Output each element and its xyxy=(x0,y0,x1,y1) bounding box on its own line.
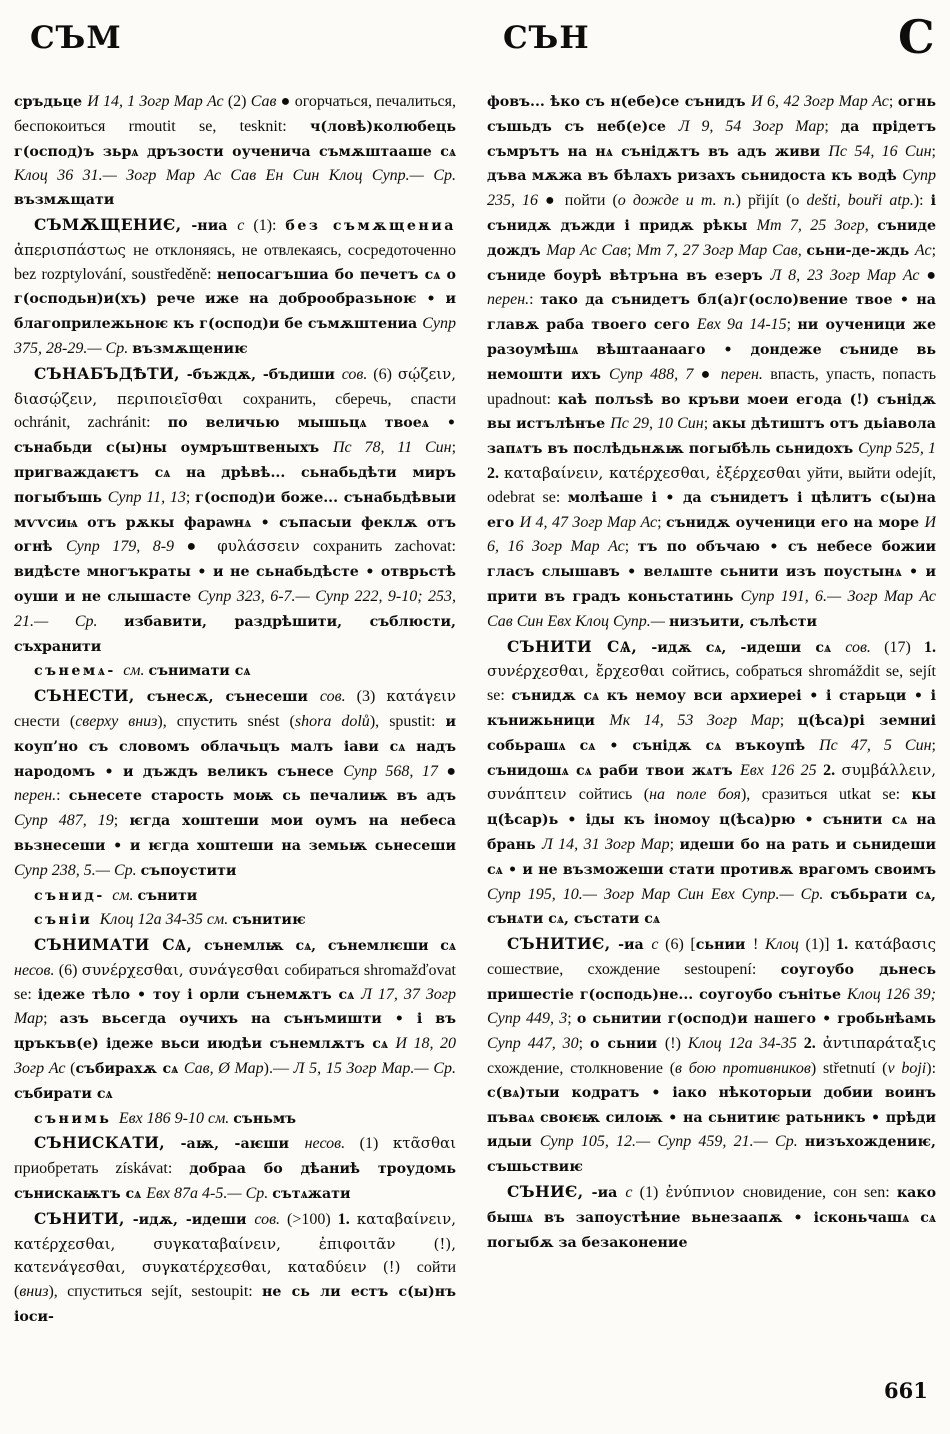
source-reference: на поле боя xyxy=(649,786,741,804)
sense-number: 2. xyxy=(487,464,505,482)
translation-text: (6) [ xyxy=(665,936,696,954)
dictionary-entry xyxy=(487,932,936,1180)
translation-text: ● xyxy=(446,762,456,780)
spaced-ocs-form: съніи xyxy=(34,912,100,929)
headword: СЪНИЄ, xyxy=(507,1182,584,1202)
source-reference: Супр 323, 6-7.— Супр 222, 9-10; 253, 21.— Ср. xyxy=(14,587,456,630)
source-reference: Пс 54, 16 Син xyxy=(828,142,932,160)
cross-reference xyxy=(14,908,456,933)
ocs-citation-text: азъ вьсегда оучихъ на сънъмишти • і въ цръкъв(е) ідеже вьси июдѣи сънемлѫтъ сѧ xyxy=(14,1011,456,1053)
cross-reference xyxy=(14,884,456,909)
ocs-citation-text: събьрати сѧ, сънѧти сѧ, състати сѧ xyxy=(487,886,936,928)
translation-text: ): xyxy=(913,192,931,210)
ocs-citation-text: съниде дождъ xyxy=(487,217,936,259)
ocs-citation-text: дъва мѫжа въ бѣлахъ ризахъ сьнидоста къ водѣ xyxy=(487,168,903,185)
source-reference: dešti, bouři atp. xyxy=(806,192,914,210)
ocs-citation-text: -ниа xyxy=(181,217,238,234)
source-reference: Мт 7, 25 Зогр xyxy=(756,216,865,234)
translation-text: ! xyxy=(753,936,766,954)
source-reference: несов. xyxy=(14,961,59,979)
dictionary-entry xyxy=(14,933,456,1107)
source-reference: Клоц xyxy=(765,936,806,954)
ocs-citation-text: како бышѧ въ запоустѣние вьнезаапѫ • ісконьчашѧ сѧ погыбѫ за безаконение xyxy=(487,1185,936,1251)
translation-text: ; xyxy=(703,415,713,433)
translation-text: (17) xyxy=(884,638,924,656)
sense-number: 2. xyxy=(803,1035,823,1053)
spaced-ocs-form: сънимь xyxy=(34,1110,119,1127)
ocs-citation-text: сънидѫ оученици его на море xyxy=(666,514,925,531)
source-reference: Супр 179, 8-9 xyxy=(65,538,187,556)
greek-equivalent: κτᾶσθαι xyxy=(392,1134,456,1153)
source-reference: Клоц 36 31.— Зогр Мар Ас Сав Ен Син Клоц Супр.— Ср. xyxy=(14,167,456,185)
source-reference: Супр 235, 16 xyxy=(487,167,936,210)
source-reference: Евх 186 9-10 см. xyxy=(118,1109,234,1127)
cross-reference xyxy=(14,1107,456,1132)
dictionary-entry xyxy=(14,1131,456,1206)
source-reference: Л 8, 23 Зогр Мар Ас xyxy=(770,266,927,284)
source-reference: Л 17, 37 Зогр Мар xyxy=(14,985,456,1028)
headword: СЪНИМАТИ СѦ, xyxy=(34,935,193,955)
ocs-citation-text: сьни-де-ждь xyxy=(806,242,915,259)
greek-equivalent: συμβάλλειν, συνάπτειν xyxy=(487,760,936,804)
ocs-citation-text: -бъждѫ, -бъдиши xyxy=(179,366,342,383)
translation-text: снести ( xyxy=(14,712,76,730)
greek-equivalent: συνέρχεσθαι, συνάγεσθαι xyxy=(81,960,285,979)
greek-equivalent: συνέρχεσθαι, ἔρχεσθαι xyxy=(487,662,672,681)
ocs-citation-text: сънити xyxy=(137,887,198,904)
dictionary-entry xyxy=(14,1207,456,1330)
ocs-citation-text: -иа xyxy=(610,937,652,954)
sense-number: 2. xyxy=(823,761,842,779)
translation-text: : xyxy=(529,291,541,309)
translation-text: ● xyxy=(926,266,936,284)
ocs-citation-text: добраа бо дѣаниѣ троудомь сънискаѭтъ сѧ xyxy=(14,1161,456,1203)
ocs-citation-text: съниде боурѣ вѣтръна въ езеръ xyxy=(487,267,771,284)
greek-equivalent: φυλάσσειν xyxy=(217,537,313,556)
translation-text: ; xyxy=(931,736,936,754)
ocs-citation-text: съньмъ xyxy=(233,1110,297,1127)
translation-text: сохранить zachovat: xyxy=(312,538,456,556)
ocs-citation-text: ідеже тѣло • тоу і орли сънемѫтъ сѧ xyxy=(37,986,362,1003)
dictionary-entry xyxy=(487,635,936,933)
running-head-center: СЪН xyxy=(503,20,590,56)
ocs-citation-text: сънесѫ, сънесеши xyxy=(134,689,320,706)
translation-text: ; xyxy=(824,117,841,135)
ocs-citation-text: сънитиѥ xyxy=(232,912,306,929)
translation-text: приобретать získávat: xyxy=(14,1160,190,1178)
headword: СЪНАБЪДѢТИ, xyxy=(34,363,180,383)
translation-text: ; xyxy=(888,93,898,110)
translation-text: сошествие, схождение sestoupení: xyxy=(487,960,781,978)
ocs-citation-text: -идѫ сѧ, -идеши сѧ xyxy=(637,639,846,656)
source-reference: И 14, 1 Зогр Мар Ас xyxy=(87,93,228,110)
ocs-citation-text: сьнесете старость моѭ сь печалиѭ въ адъ xyxy=(68,788,456,805)
source-reference: с xyxy=(651,936,666,954)
translation-text: ).— xyxy=(263,1060,294,1078)
source-reference: Евх 87а 4-5.— Ср. xyxy=(146,1185,273,1203)
source-reference: сов. xyxy=(341,365,374,383)
source-reference: см. xyxy=(123,662,149,680)
ocs-citation-text: сънидѫ сѧ къ немоу вси архиереі • і старьци • і кънижьници xyxy=(487,688,936,729)
greek-equivalent: καταβαίνειν, κατέρχεσθαι, ἐξέρχεσθαι xyxy=(504,463,807,482)
source-reference: сов. xyxy=(319,688,357,706)
ocs-citation-text: сьнии xyxy=(695,937,754,954)
source-reference: сов. xyxy=(845,638,885,656)
ocs-citation-text: тъ по объчаю • съ небесе божии гласъ слышавъ • велѧште сьнити изъ поустынѧ • и прити въ градъ коньстатинь xyxy=(487,539,936,605)
greek-equivalent: ἀντιπαράταξις xyxy=(822,1034,936,1053)
translation-text: (1) xyxy=(359,1135,393,1153)
source-reference: v boji xyxy=(887,1060,927,1078)
source-reference: Клоц 12а 34-35 xyxy=(687,1035,804,1053)
translation-text: сойтись, собраться shromáždit se, sejít se: xyxy=(487,663,936,705)
page-number: 661 xyxy=(884,1378,928,1403)
translation-text: (!) xyxy=(664,1035,688,1053)
ocs-citation-text: по величью мышьцѧ твоеѧ • сънабьди с(ы)ны оумръштвеныхъ xyxy=(14,415,456,457)
source-reference: Супр 11, 13 xyxy=(107,488,186,506)
ocs-citation-text: -аѭ, -аѥши xyxy=(165,1136,305,1153)
ocs-citation-text: видѣсте многъкраты • и не сьнабьдѣсте • отврьстѣ оуши и не слышасте xyxy=(14,564,456,605)
translation-text: ● огорчаться, печалиться, беспокоиться rmoutit se, tesknit: xyxy=(14,93,456,135)
dictionary-entry xyxy=(14,213,456,362)
translation-text: ; xyxy=(931,241,936,259)
ocs-citation-text: -иа xyxy=(583,1185,626,1202)
ocs-citation-text: -идѫ, -идеши xyxy=(124,1211,255,1228)
source-reference: И 6, 16 Зогр Мар Ас xyxy=(487,513,936,556)
ocs-citation-text: тако да сънидетъ бл(а)г(осло)вение твое • на главѫ раба твоего сего xyxy=(487,292,936,334)
ocs-citation-text: непосагъшиа бо печетъ сѧ о г(осподьн)и(хъ) рече иже на доброобразьноѥ • и благоприлежьноѥ къ г(оспод)и бе съмѫштениа xyxy=(14,266,456,333)
translation-text: ; xyxy=(624,538,638,556)
entry-continuation xyxy=(14,90,456,213)
ocs-citation-text: възмѫщениѥ xyxy=(132,340,248,357)
translation-text: , xyxy=(797,241,807,259)
headword: СЪМѪЩЕНИЄ, xyxy=(34,214,182,234)
headword: СЪНИТИ СѦ, xyxy=(507,636,638,656)
source-reference: несов. xyxy=(304,1135,360,1153)
ocs-citation-text: каѣ полъѕѣ во кръви моеи егода (!) сънідѫ вы истълѣнъе xyxy=(487,391,936,433)
translation-text: ), spustit: xyxy=(369,712,446,730)
source-reference: Л 14, 31 Зогр Мар xyxy=(541,835,670,853)
translation-text: (2) xyxy=(227,93,251,110)
ocs-citation-text: і сънидѫ дъжди і придѫ рѣкы xyxy=(487,193,936,234)
ocs-citation-text: ѥгда хоштеши мои оумъ на небеса вьзнесеши • и ѥгда хоштеши на земьѭ сьнесеши xyxy=(14,813,456,854)
source-reference: Мар Ас Сав xyxy=(546,241,628,259)
translation-text: ● пойти ( xyxy=(545,192,618,210)
translation-text: ) přijít (o xyxy=(735,192,807,210)
headword: СЪНИТИ, xyxy=(34,1208,125,1228)
source-reference: см. xyxy=(112,886,138,904)
ocs-citation-text: о сьнитии г(оспод)и нашего • гробьнѣамь xyxy=(576,1011,936,1028)
ocs-citation-text: о сьнии xyxy=(590,1036,665,1053)
translation-text: : xyxy=(56,787,69,805)
ocs-citation-text: сънимати сѧ xyxy=(148,663,251,680)
source-reference: о дожде и т. п. xyxy=(617,192,736,210)
translation-text: уйти, выйти odejít, odebrat se: xyxy=(487,464,936,506)
source-reference: Супр 238, 5.— Ср. xyxy=(14,861,141,879)
ocs-citation-text: събирахѫ сѧ xyxy=(75,1061,184,1078)
translation-text: сойтись ( xyxy=(578,786,650,804)
source-reference: Супр 195, 10.— Зогр Мар Син Евх Супр.— Ср. xyxy=(487,885,831,903)
ocs-citation-text: соугоубо дьнесь пришестіе г(осподь)не... соугоубо сънітье xyxy=(487,961,936,1003)
translation-text: (1): xyxy=(253,216,286,234)
greek-equivalent: σῴζειν, διασῴζειν, περιποιεῖσθαι xyxy=(14,364,456,408)
translation-text: (6) xyxy=(58,961,82,979)
spaced-ocs-form: без съмѫщениа xyxy=(285,217,456,234)
source-reference: Пс 47, 5 Син xyxy=(819,736,932,754)
ocs-citation-text: да прідетъ съмрътъ на нѧ сънідѫтъ въ адъ живи xyxy=(487,118,936,160)
ocs-citation-text: ч(ловѣ)колюбець г(оспод)ъ зьрѧ дръзости оученича съмѫштааше сѧ xyxy=(14,118,456,160)
translation-text: ; xyxy=(43,1010,60,1028)
translation-text: ; xyxy=(657,513,667,531)
source-reference: сверху вниз xyxy=(75,712,158,730)
source-reference: с xyxy=(625,1184,640,1202)
translation-text: сойти ( xyxy=(14,1259,456,1301)
ocs-citation-text: не сь ли естъ с(ы)нъ іоси- xyxy=(14,1284,456,1326)
translation-text: (3) xyxy=(356,688,387,706)
sense-number: 1. xyxy=(337,1210,357,1228)
source-reference: в бою противников xyxy=(675,1060,811,1078)
dictionary-entry xyxy=(487,1180,936,1255)
dictionary-entry xyxy=(14,684,456,883)
source-reference: Евх 126 25 xyxy=(740,761,824,779)
source-reference: Супр 191, 6.— Зогр Мар Ас Сав Син Евх Клоц Супр.— xyxy=(487,587,936,630)
translation-text: ; xyxy=(669,835,680,853)
translation-text: (>100) xyxy=(287,1210,338,1228)
source-reference: Клоц 12а 34-35 см. xyxy=(99,911,233,929)
translation-text: ), спуститься sejít, sestoupit: xyxy=(48,1283,262,1301)
dictionary-entry xyxy=(14,362,456,660)
translation-text: сохранить, сберечь, спасти ochránit, zachránit: xyxy=(14,390,456,432)
source-reference: И 4, 47 Зогр Мар Ас xyxy=(519,513,658,531)
ocs-citation-text: низъхождениѥ, съшьствиѥ xyxy=(487,1134,936,1176)
ocs-citation-text: ц(ѣса)рі земниі собьрашѧ сѧ • сънідѫ сѧ въкоупѣ xyxy=(487,712,936,754)
translation-text: (1)] xyxy=(805,936,837,954)
sense-number: 1. xyxy=(924,638,936,656)
translation-text: ) střetnutí ( xyxy=(810,1060,888,1078)
translation-text: собираться shromažďovat se: xyxy=(14,961,456,1003)
translation-text: ; xyxy=(779,711,798,729)
translation-text: ), сразиться utkat se: xyxy=(740,786,912,804)
source-reference: И 6, 42 Зогр Мар Ас xyxy=(750,93,889,110)
ocs-citation-text: фовъ... ѣко съ н(ебе)се сънидъ xyxy=(487,94,751,110)
source-reference: вниз xyxy=(19,1283,49,1301)
source-reference: Л 5, 15 Зогр Мар.— Ср. xyxy=(293,1060,456,1078)
spaced-ocs-form: сънид- xyxy=(34,887,113,904)
source-reference: Супр 568, 17 xyxy=(343,762,447,780)
source-reference: Супр 375, 28-29.— Ср. xyxy=(14,315,456,357)
source-reference: Сав xyxy=(250,93,281,110)
translation-text: ; xyxy=(451,439,456,457)
source-reference: перен. xyxy=(487,291,530,309)
ocs-citation-text: молѣаше і • да сънидетъ і цѣлитъ с(ы)на его xyxy=(487,489,936,531)
sense-number: 1. xyxy=(836,936,855,954)
ocs-citation-text: кы ц(ѣсар)ь • іды къ іномоу ц(ѣса)рю • сънити сѧ на брань xyxy=(487,787,936,853)
ocs-citation-text: идеши бо на рать и сьнидеши сѧ • и не възможеши стати противѫ врагомъ своимъ xyxy=(487,836,936,878)
source-reference: Клоц 126 39; Супр 449, 3 xyxy=(487,985,936,1028)
source-reference: перен. xyxy=(14,787,57,805)
translation-text: ; xyxy=(185,488,196,506)
entry-continuation xyxy=(487,90,936,635)
source-reference: Супр 487, 19 xyxy=(14,812,114,830)
source-reference: Супр 525, 1 xyxy=(858,440,936,458)
translation-text: ● xyxy=(186,538,218,556)
source-reference: Мт 7, 27 Зогр Мар Сав xyxy=(636,241,798,259)
translation-text: ( xyxy=(70,1060,76,1078)
source-reference: shora dolů xyxy=(294,712,370,730)
headword: СЪНИТИЄ, xyxy=(507,934,611,954)
translation-text: схождение, столкновение ( xyxy=(487,1060,676,1078)
right-column xyxy=(487,90,936,1390)
greek-equivalent: κατάβασις xyxy=(854,935,936,954)
translation-text: ), спустить snést ( xyxy=(157,712,295,730)
translation-text: сновидение, сон sen: xyxy=(742,1184,897,1202)
ocs-citation-text: събирати сѧ xyxy=(14,1085,113,1102)
ocs-citation-text: и коуп’но съ словомъ облачьцъ малъ іави сѧ надъ народомъ • и дъждъ великъ сънесе xyxy=(14,713,456,780)
translation-text: (1) xyxy=(639,1184,666,1202)
ocs-citation-text: сръдьце xyxy=(14,94,88,110)
translation-text: ): xyxy=(926,1060,936,1078)
source-reference: Евх 9а 14-15 xyxy=(696,316,787,334)
translation-text: ; xyxy=(931,142,936,160)
headword: СЪНЕСТИ, xyxy=(34,686,135,706)
ocs-citation-text: възмѫщати xyxy=(14,192,115,209)
ocs-citation-text: избавити, раздрѣшити, съблюсти, съхранити xyxy=(14,613,456,655)
ocs-citation-text: акы дѣтиштъ отъ дьіавола запѧтъ въ послѣдьнѫѭ погыбѣль сьнидохъ xyxy=(487,416,936,458)
translation-text: ; xyxy=(113,812,130,830)
source-reference: Пс 29, 10 Син xyxy=(610,415,704,433)
source-reference: сов. xyxy=(254,1210,288,1228)
source-reference: с xyxy=(237,216,254,234)
left-column xyxy=(14,90,456,1390)
source-reference: Супр 105, 12.— Супр 459, 21.— Ср. xyxy=(539,1133,805,1151)
section-letter: С xyxy=(898,10,935,64)
ocs-citation-text: сънемлѭ сѧ, сънемлѥши сѧ xyxy=(192,938,456,955)
translation-text: ; xyxy=(627,241,637,259)
source-reference: перен. xyxy=(720,365,771,383)
headword: СЪНИСКАТИ, xyxy=(34,1133,166,1153)
source-reference: Ас xyxy=(914,241,932,259)
cross-reference xyxy=(14,659,456,684)
running-head-left: СЪМ xyxy=(30,20,122,56)
translation-text: ; xyxy=(578,1035,591,1053)
ocs-citation-text: сънидошѧ сѧ раби твои жѧтъ xyxy=(487,762,741,779)
translation-text: (6) xyxy=(373,365,398,383)
ocs-citation-text: с(вѧ)тыи кодратъ • іако нѣкоторыи добии воинъ пъваѧ своѥѭ силоѭ • на сьнитиѥ ратьникъ • прѣди идыи xyxy=(487,1084,936,1151)
ocs-citation-text: г(оспод)и боже... сънабьдѣвыи мѵѵсиѩ отъ рѫкы фараѡнѧ • съпасыи феклѫ отъ огнѣ xyxy=(14,489,456,556)
spaced-ocs-form: сънемѧ- xyxy=(34,663,124,680)
greek-equivalent: ἐνύπνιον xyxy=(665,1183,743,1202)
translation-text: ; xyxy=(567,1010,577,1028)
source-reference: И 18, 20 Зогр Ас xyxy=(14,1035,456,1078)
translation-text: ● xyxy=(700,365,721,383)
ocs-citation-text: сътѧжати xyxy=(272,1186,351,1203)
source-reference: Сав, Ø Мар xyxy=(183,1060,264,1078)
ocs-citation-text: низъити, сълѣсти xyxy=(668,613,817,630)
ocs-citation-text: ни оученици же разоумѣшѧ вѣштаанааго • дондеже съниде вь немошти ихъ xyxy=(487,317,936,383)
translation-text: ; xyxy=(786,316,798,334)
source-reference: Мк 14, 53 Зогр Мар xyxy=(609,711,780,729)
translation-text: впасть, упасть, попасть upadnout: xyxy=(487,365,936,408)
source-reference: Супр 447, 30 xyxy=(487,1035,579,1053)
translation-text: , xyxy=(864,216,878,234)
ocs-citation-text: огнь съшьдъ съ неб(е)се xyxy=(487,94,936,135)
translation-text: не отклоняясь, не отвлекаясь, сосредоточенно bez rozptylování, soustředěně: xyxy=(14,241,456,283)
greek-equivalent: ἀπερισπάστως xyxy=(14,240,134,259)
source-reference: Супр 488, 7 xyxy=(609,365,701,383)
ocs-citation-text: пригваждаѥтъ сѧ на дрѣвѣ... сьнабьдѣти миръ погыбъшь xyxy=(14,464,456,506)
source-reference: Л 9, 54 Зогр Мар xyxy=(678,117,825,135)
ocs-citation-text: съпоустити xyxy=(140,862,237,879)
greek-equivalent: κατάγειν xyxy=(386,687,456,706)
source-reference: Пс 78, 11 Син xyxy=(332,439,452,457)
greek-equivalent: καταβαίνειν, κατέρχεσθαι, συγκαταβαίνειν, ἐπιφοιτᾶν (!), κατενάγεσθαι, συγκατέρχεσθαι, καταδύειν (!) xyxy=(14,1209,456,1277)
